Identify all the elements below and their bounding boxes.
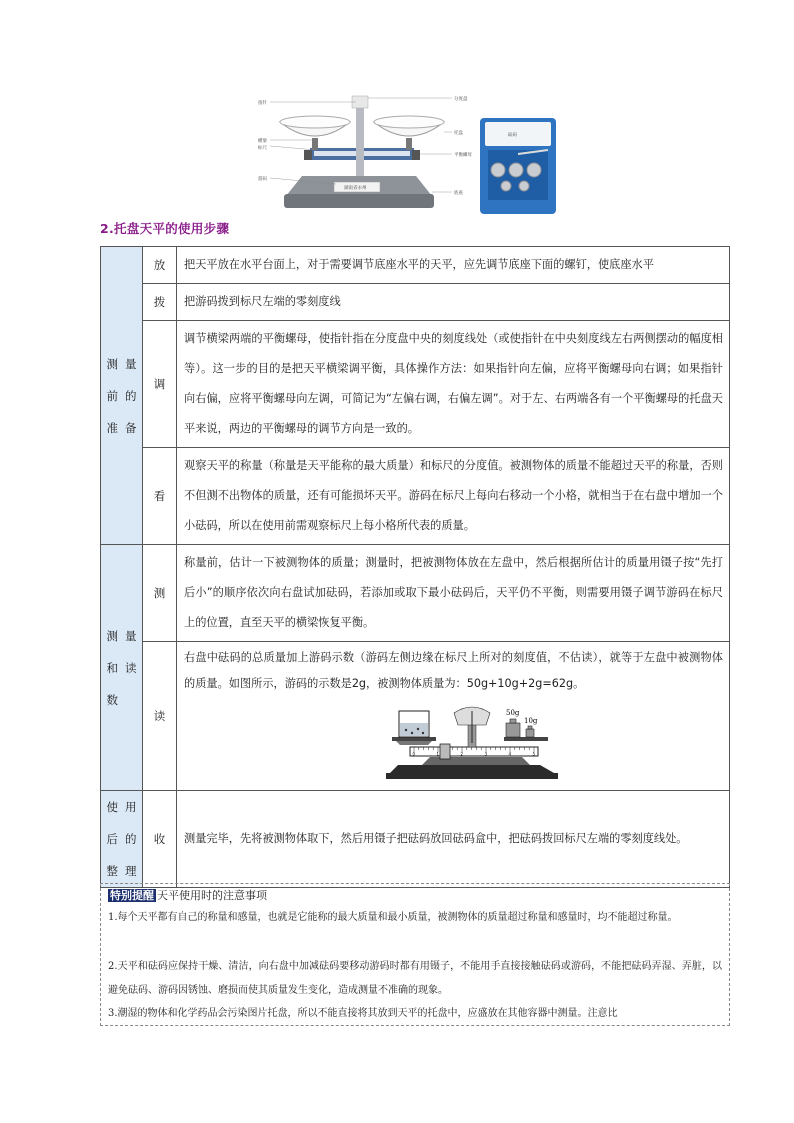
balance-reading-diagram (382, 703, 562, 781)
label-beam: 横梁 (258, 139, 267, 144)
group-label-line: 准备 (106, 420, 137, 435)
group-cell-measure (101, 545, 143, 791)
step-text: 调节横梁两端的平衡螺母，使指针指在分度盘中央的刻度线处（或使指针在中央刻度线左右两侧摆动的幅度相等）。这一步的目的是把天平横梁调平衡，具体操作方法：如果指针向左偏，应将平衡螺母向右调；如果指针向右偏，应将平衡螺母向左调，可简记为“左偏右调，右偏左调”。对于左、右两端各有一个平衡螺母的托盘天平来说，两边的平衡螺母的调节方向是一致的。 (177, 321, 730, 448)
balance-photo (256, 88, 564, 218)
group-label-line: 和读 (106, 660, 137, 675)
tip-item: 3.潮湿的物体和化学药品会污染图片托盘，所以不能直接将其放到天平的托盘中，应盛放在其他容器中测量。注意比 (108, 1008, 618, 1019)
table-row (101, 448, 730, 545)
step-action: 放 (143, 247, 177, 284)
group-label-line: 前的 (106, 388, 137, 403)
label-pan: 托盘 (454, 131, 463, 136)
tip-box (100, 883, 730, 1026)
tip-title: 天平使用时的注意事项 (157, 889, 267, 902)
label-balance-nut: 平衡螺母 (454, 153, 472, 158)
step-action: 测 (143, 545, 177, 642)
group-label-line: 后的 (106, 832, 137, 846)
tip-item: 1.每个天平都有自己的称量和感量，也就是它能称的最大质量和最小质量，被测物体的质量超过称量和感量时，均不能超过称量。 (108, 912, 678, 923)
group-label-line: 数 (106, 692, 118, 707)
scale-plate-text: 湖南省永州 (344, 186, 367, 191)
group-label-line: 测量 (106, 628, 137, 643)
scale-tick-label: 1 (436, 751, 440, 757)
label-base: 底座 (454, 191, 463, 196)
step-text: 观察天平的称量（称量是天平能称的最大质量）和标尺的分度值。被测物体的质量不能超过天平的称量，否则不但测不出物体的质量，还有可能损坏天平。游码在标尺上每向右移动一个小格，就相当于在右盘中增加一个小砝码，所以在使用前需观察标尺上每小格所代表的质量。 (177, 448, 730, 545)
step-text: 把游码拨到标尺左端的零刻度线 (177, 284, 730, 321)
steps-table (100, 246, 730, 888)
step-text: 称量前，估计一下被测物体的质量；测量时，把被测物体放在左盘中，然后根据所估计的质量用镊子按“先打后小”的顺序依次向右盘试加砝码，若添加或取下最小砝码后，天平仍不平衡，则需要用镊子调节游码在标尺上的位置，直至天平的横梁恢复平衡。 (177, 545, 730, 642)
label-dial: 分度盘 (454, 97, 468, 102)
group-cell-after (101, 791, 143, 888)
weight-box-image (480, 118, 556, 214)
weight-box-text: 砝码 (508, 133, 517, 138)
table-row (101, 642, 730, 791)
step-action: 看 (143, 448, 177, 545)
rider (440, 744, 450, 759)
table-row (101, 321, 730, 448)
weight-label-50g: 50g (506, 709, 520, 717)
step-text: 把天平放在水平台面上，对于需要调节底座水平的天平，应先调节底座下面的螺钉，使底座水平 (177, 247, 730, 284)
label-scale: 标尺 (258, 146, 267, 151)
group-label-line: 测量 (106, 356, 137, 371)
step-text: 右盘中砝码的总质量加上游码示数（游码左侧边缘在标尺上所对的刻度值，不估读），就等于左盘中被测物体的质量。如图所示，游码的示数是2g，被测物体质量为：50g+10g+2g=62g。 (184, 651, 723, 690)
step-action: 拨 (143, 284, 177, 321)
label-rider: 游码 (258, 177, 267, 182)
step-action: 收 (143, 791, 177, 888)
label-pointer: 指针 (258, 101, 267, 106)
balance-image (280, 96, 444, 208)
group-label-line: 使用 (106, 800, 137, 814)
scale-tick-label: 4 (508, 751, 512, 757)
table-row (101, 284, 730, 321)
tip-tag: 特别提醒 (110, 889, 154, 902)
weight-label-10g: 10g (524, 717, 538, 725)
scale-tick-label: 0 (412, 751, 416, 757)
group-cell-prep (101, 247, 143, 545)
step-read-cell (177, 642, 730, 791)
step-action: 调 (143, 321, 177, 448)
table-row (101, 247, 730, 284)
scale-tick-label: 2 (460, 751, 464, 757)
scale-tick-label: 3 (484, 751, 488, 757)
table-row (101, 545, 730, 642)
scale-tick-label: 5 (532, 751, 536, 757)
section-heading: 2.托盘天平的使用步骤 (100, 221, 230, 236)
tip-item: 2.天平和砝码应保持干燥、清洁，向右盘中加减砝码要移动游码时都有用镊子，不能用手直接接触砝码或游码，不能把砝码弄湿、弄脏，以避免砝码、游码因锈蚀、磨损而使其质量发生变化，造成测量不准确的现象。 (108, 961, 722, 996)
step-text: 测量完毕，先将被测物体取下，然后用镊子把砝码放回砝码盒中，把砝码拨回标尺左端的零刻度线处。 (177, 791, 730, 888)
tip-header (108, 887, 267, 903)
table-row (101, 791, 730, 888)
step-action: 读 (143, 642, 177, 791)
group-label-line: 整理 (106, 864, 137, 878)
